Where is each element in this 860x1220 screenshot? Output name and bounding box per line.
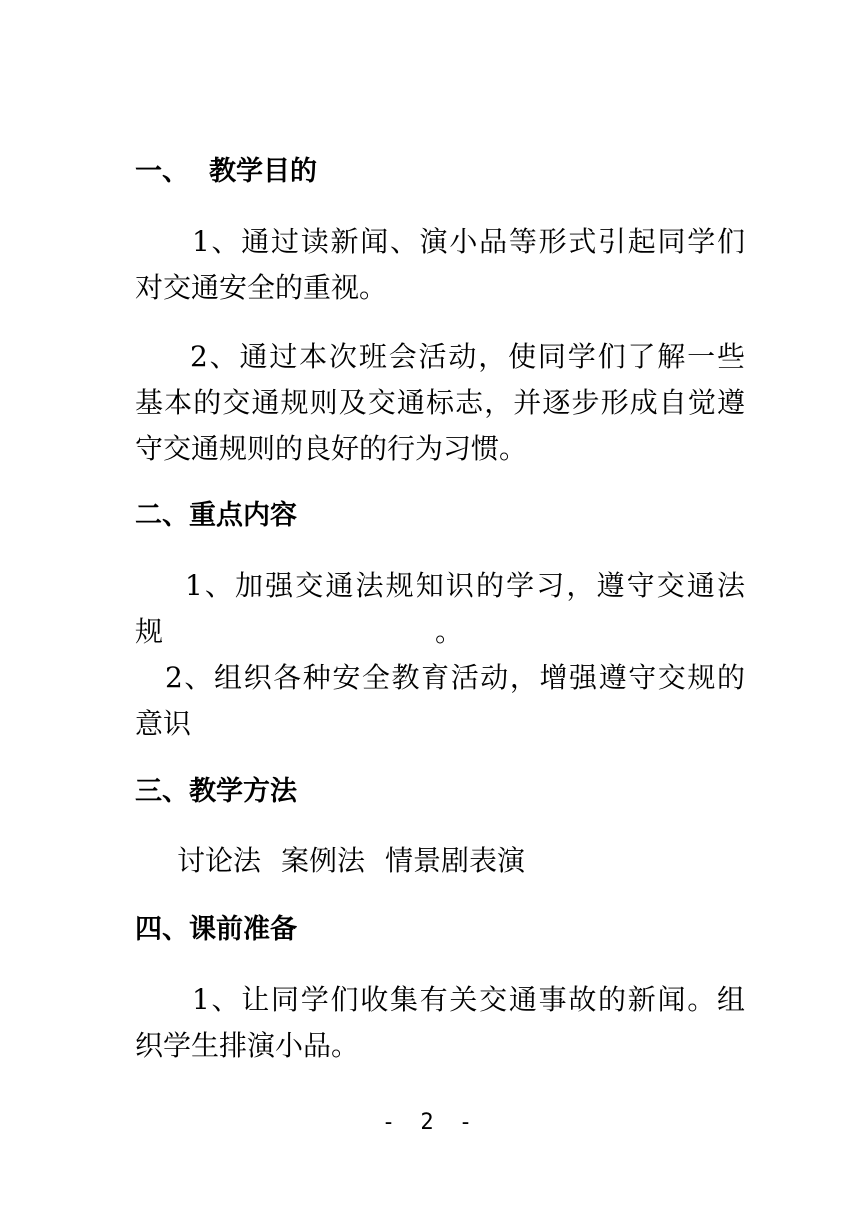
paragraph-text: 基本的交通规则及交通标志，并逐步形成自觉遵	[135, 386, 745, 419]
paragraph-text: 1、加强交通法规知识的学习，遵守交通法	[185, 569, 745, 602]
section-heading-4	[135, 910, 745, 950]
page-number: - 2 -	[381, 1110, 479, 1135]
paragraph-line	[135, 980, 745, 1020]
paragraph-text: 意识	[135, 707, 192, 740]
paragraph-text: 1、让同学们收集有关交通事故的新闻。组	[192, 983, 745, 1016]
method-item: 讨论法	[177, 844, 262, 877]
section-heading-3	[135, 772, 745, 812]
paragraph-line	[135, 1026, 745, 1066]
paragraph-line	[135, 222, 745, 262]
paragraph-line	[135, 337, 745, 377]
section-title: 二、重点内容	[135, 500, 297, 531]
method-item: 案例法	[281, 844, 366, 877]
period-mark: 。	[435, 615, 464, 648]
section-number: 一、	[135, 156, 189, 187]
paragraph-text: 1、通过读新闻、演小品等形式引起同学们	[192, 225, 745, 258]
paragraph-text: 对交通安全的重视。	[135, 271, 388, 304]
paragraph-text: 织学生排演小品。	[135, 1029, 360, 1062]
paragraph-text: 2、通过本次班会活动，使同学们了解一些	[190, 340, 745, 373]
section-title: 四、课前准备	[135, 914, 297, 945]
section-heading-1	[135, 152, 745, 192]
paragraph-line	[135, 612, 745, 652]
paragraph-text: 2、组织各种安全教育活动，增强遵守交规的	[165, 661, 745, 694]
paragraph-line	[135, 566, 745, 606]
section-title: 教学目的	[209, 156, 317, 187]
paragraph-line	[135, 268, 745, 308]
paragraph-text: 守交通规则的良好的行为习惯。	[135, 432, 528, 465]
method-item: 情景剧表演	[385, 844, 526, 877]
paragraph-text: 规	[135, 615, 164, 648]
paragraph-line	[135, 658, 745, 698]
paragraph-line	[135, 429, 745, 469]
paragraph-line	[135, 704, 745, 744]
methods-line	[135, 841, 745, 881]
paragraph-line	[135, 383, 745, 423]
section-heading-2	[135, 496, 745, 536]
section-title: 三、教学方法	[135, 776, 297, 807]
